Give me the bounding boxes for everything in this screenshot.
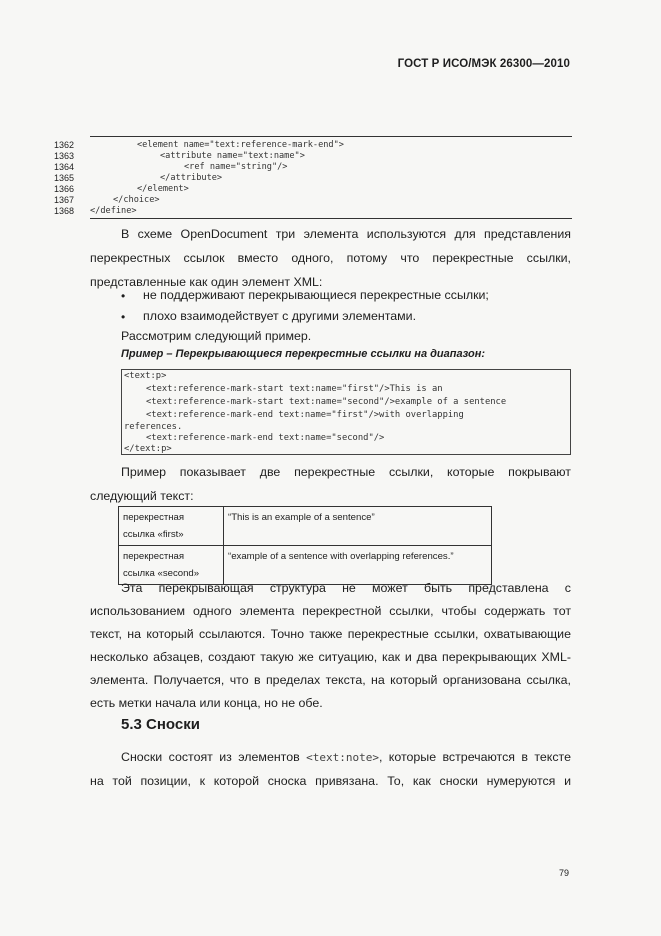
consider-text: Рассмотрим следующий пример. [121, 329, 312, 343]
line-number: 1367 [53, 195, 74, 205]
structure-line-4: несколько абзацев, создают такую же ситуацию, как и два перекрывающих XML- [90, 650, 571, 664]
listing-top-rule [90, 136, 572, 137]
example-code-line: references. [124, 422, 183, 432]
reference-table [118, 506, 492, 585]
structure-line-3: текст, на который ссылаются. Точно также перекрестные ссылки, охватывающие [90, 627, 571, 641]
structure-line-5: элемента. Получается, что в пределах текста, на который организована ссылка, [90, 673, 571, 687]
footnotes-line-1 [90, 745, 571, 770]
table-cell-text: “example of a sentence with overlapping references.” [224, 546, 492, 585]
page-number: 79 [559, 868, 570, 878]
bullet-item: плохо взаимодействует с другими элементами. [143, 309, 417, 323]
bullet-icon: • [121, 310, 126, 324]
table-cell-name-line: перекрестная [123, 551, 185, 562]
section-heading: 5.3 Сноски [121, 716, 200, 733]
line-number: 1364 [53, 162, 74, 172]
code-line: <attribute name="text:name"> [160, 151, 305, 161]
table-cell-name [119, 507, 224, 546]
example-code-line: <text:reference-mark-start text:name="first"/>This is an [146, 384, 443, 394]
shows-line-2: следующий текст: [90, 489, 194, 503]
example-code-box [121, 369, 571, 455]
footnotes-line-2: на той позиции, к которой сноска привязана. То, как сноски нумеруются и [90, 774, 571, 788]
table-cell-name-line: ссылка «second» [123, 568, 200, 579]
shows-line-1: Пример показывает две перекрестные ссылки, которые покрывают [121, 465, 571, 479]
structure-line-1: Эта перекрывающая структура не может быть представлена с [121, 581, 571, 595]
bullet-icon: • [121, 289, 126, 303]
code-line: <element name="text:reference-mark-end"> [137, 140, 344, 150]
line-number: 1366 [53, 184, 74, 194]
table-cell-text: “This is an example of a sentence” [224, 507, 492, 546]
intro-line-1: В схеме OpenDocument три элемента используются для представления [121, 227, 571, 241]
inline-code: <text:note> [306, 751, 379, 764]
line-number: 1363 [53, 151, 74, 161]
footnotes-text: , которые встречаются в тексте [378, 750, 571, 764]
code-line: </define> [90, 206, 137, 216]
code-line: <ref name="string"/> [184, 162, 288, 172]
code-line: </choice> [113, 195, 160, 205]
footnotes-text: Сноски состоят из элементов [121, 750, 307, 764]
example-code-line: <text:p> [124, 371, 167, 381]
line-number: 1362 [53, 140, 74, 150]
example-code-line: </text:p> [124, 444, 172, 454]
table-cell-name-line: ссылка «first» [123, 529, 184, 540]
table-row [119, 507, 492, 546]
example-code-line: <text:reference-mark-end text:name="second"/> [146, 433, 385, 443]
structure-line-2: использованием одного элемента перекрестной ссылки, чтобы содержать тот [90, 604, 571, 618]
listing-bottom-rule [90, 218, 572, 219]
example-code-line: <text:reference-mark-start text:name="second"/>example of a sentence [146, 397, 507, 407]
code-line: </element> [137, 184, 189, 194]
document-header: ГОСТ Р ИСО/МЭК 26300—2010 [397, 58, 570, 70]
line-number: 1368 [53, 206, 74, 216]
intro-line-3: представленные как один элемент XML: [90, 275, 323, 289]
table-cell-name-line: перекрестная [123, 512, 185, 523]
example-code-line: <text:reference-mark-end text:name="first"/>with overlapping [146, 410, 464, 420]
bullet-item: не поддерживают перекрывающиеся перекрестные ссылки; [143, 288, 489, 302]
example-title: Пример – Перекрывающиеся перекрестные ссылки на диапазон: [121, 348, 486, 360]
intro-line-2: перекрестных ссылок вместо одного, потому что перекрестные ссылки, [90, 251, 571, 265]
structure-line-6: есть метки начала или конца, но не обе. [90, 696, 323, 710]
code-line: </attribute> [160, 173, 223, 183]
line-number: 1365 [53, 173, 74, 183]
